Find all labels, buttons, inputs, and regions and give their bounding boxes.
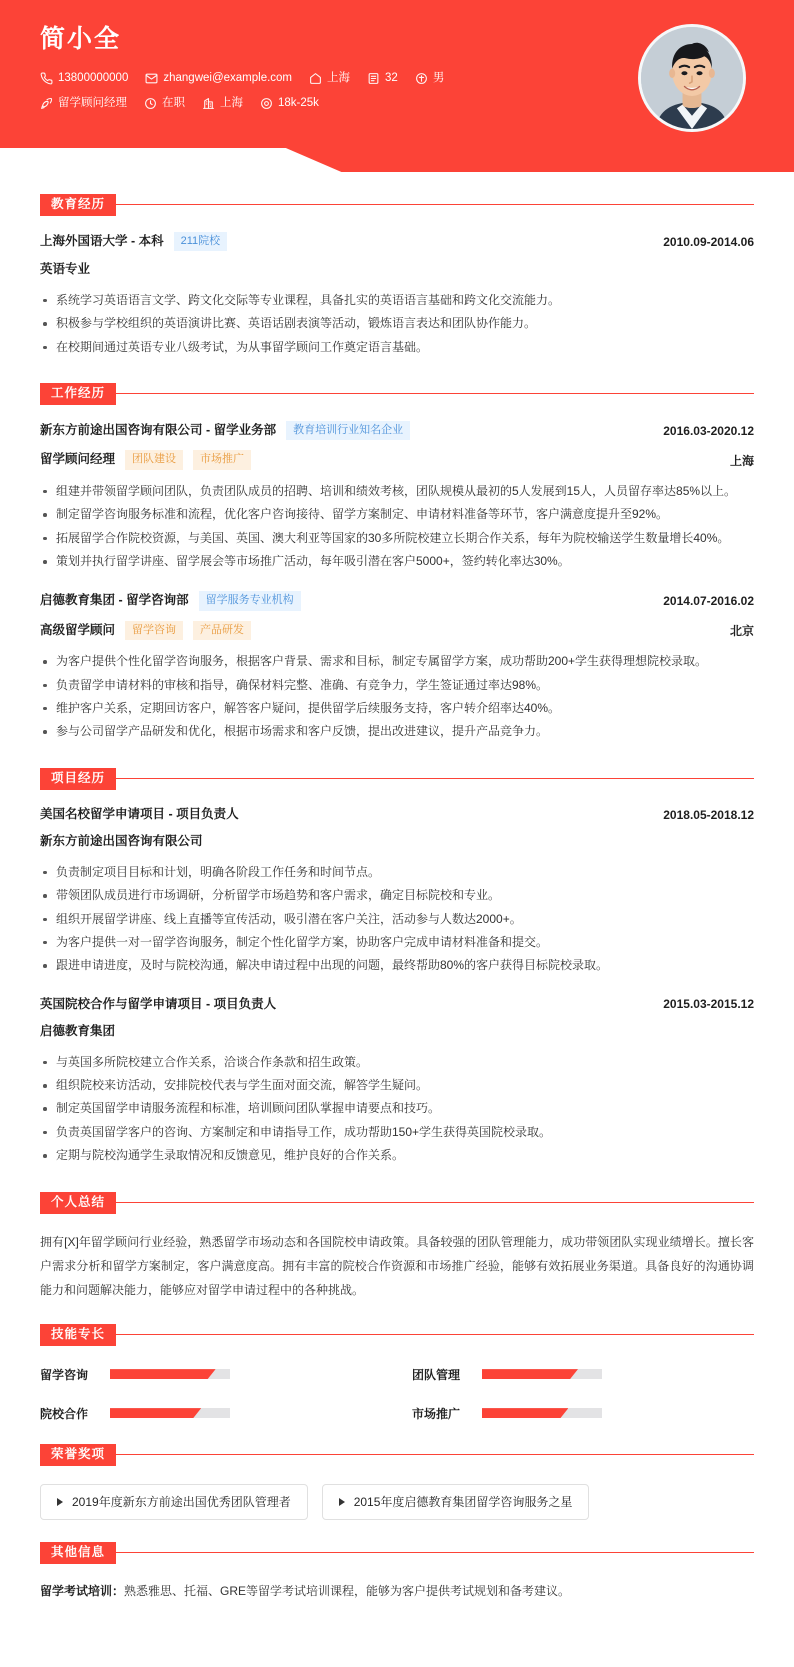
job-salary [260, 95, 319, 111]
project-date: 2018.05-2018.12 [663, 807, 754, 822]
phone-icon [40, 72, 53, 85]
section-header-projects [40, 768, 754, 790]
gender-icon [415, 72, 428, 85]
list-item: 跟进申请进度，及时与院校沟通，解决申请过程中出现的问题，最终帮助80%的客户获得目标院校录取。 [40, 954, 754, 977]
skill-item [40, 1366, 382, 1383]
skill-label: 团队管理 [412, 1367, 461, 1382]
contact-email-text: zhangwei@example.com [163, 72, 293, 84]
list-item: 为客户提供个性化留学咨询服务，根据客户背景、需求和目标，制定专属留学方案，成功帮助200+学生获得理想院校录取。 [40, 650, 754, 673]
role-tag: 产品研发 [193, 621, 251, 640]
page-title: 简小全 [40, 25, 122, 53]
skill-label: 市场推广 [412, 1406, 461, 1421]
list-item: 负责制定项目目标和计划，明确各阶段工作任务和时间节点。 [40, 861, 754, 884]
section-rule [40, 1202, 754, 1203]
skill-item [412, 1366, 754, 1383]
job-status [144, 95, 185, 111]
triangle-right-icon [339, 1498, 345, 1506]
avatar-photo [641, 27, 743, 129]
job-target-text: 留学顾问经理 [58, 97, 127, 110]
list-item: 组织开展留学讲座、线上直播等宣传活动，吸引潜在客户关注，活动参与人数达2000+。 [40, 908, 754, 931]
awards-list [40, 1482, 754, 1521]
section-rule [40, 204, 754, 205]
award-chip [322, 1484, 590, 1521]
header-diagonal-cut [0, 142, 794, 172]
role-tag: 市场推广 [193, 450, 251, 469]
entry-title-row [40, 996, 754, 1014]
contact-phone [40, 70, 128, 86]
entry-title-row [40, 806, 754, 824]
list-item: 为客户提供一对一留学咨询服务，制定个性化留学方案，协助客户完成申请材料准备和提交。 [40, 931, 754, 954]
school-tag: 211院校 [174, 232, 228, 251]
job-city [202, 95, 243, 111]
city-icon [202, 97, 215, 110]
project-company: 新东方前途出国咨询有限公司 [40, 834, 203, 849]
skill-progress-fill [110, 1369, 216, 1379]
work-date: 2014.07-2016.02 [663, 594, 754, 609]
section-education [40, 172, 754, 359]
section-header-other [40, 1542, 754, 1564]
contact-gender [415, 70, 445, 86]
triangle-right-icon [57, 1498, 63, 1506]
avatar [638, 24, 746, 132]
award-chip [40, 1484, 308, 1521]
list-item: 与英国多所院校建立合作关系，洽谈合作条款和招生政策。 [40, 1051, 754, 1074]
project-entry [40, 806, 754, 978]
list-item: 参与公司留学产品研发和优化，根据市场需求和客户反馈，提出改进建议，提升产品竞争力。 [40, 720, 754, 743]
role-tag: 团队建设 [125, 450, 183, 469]
skill-progress-fill [482, 1369, 578, 1379]
section-title-work: 工作经历 [40, 383, 116, 405]
list-item: 系统学习英语语言文学、跨文化交际等专业课程，具备扎实的英语语言基础和跨文化交流能力。 [40, 289, 754, 312]
work-location: 北京 [729, 623, 754, 638]
entry-subtitle-row [40, 833, 754, 851]
list-item: 策划并执行留学讲座、留学展会等市场推广活动，每年吸引潜在客户5000+，签约转化率达30%。 [40, 550, 754, 573]
contact-phone-text: 13800000000 [58, 72, 129, 84]
section-rule [40, 393, 754, 394]
entry-role-row [40, 621, 754, 640]
section-title-other: 其他信息 [40, 1542, 116, 1564]
company-tag: 留学服务专业机构 [199, 591, 301, 610]
award-text: 2019年度新东方前途出国优秀团队管理者 [72, 1494, 291, 1509]
project-entry [40, 996, 754, 1168]
skill-progress-track [482, 1408, 602, 1418]
education-entry [40, 232, 754, 359]
section-rule [40, 1454, 754, 1455]
work-entry [40, 421, 754, 573]
section-title-projects: 项目经历 [40, 768, 116, 790]
other-info-text: 熟悉雅思、托福、GRE等留学考试培训课程，能够为客户提供考试规划和备考建议。 [124, 1584, 571, 1599]
section-skills [40, 1302, 754, 1422]
list-item: 积极参与学校组织的英语演讲比赛、英语话剧表演等活动，锻炼语言表达和团队协作能力。 [40, 312, 754, 335]
resume-header [0, 0, 794, 172]
job-title: 留学顾问经理 [40, 452, 116, 467]
contact-age-text: 32 [385, 72, 398, 84]
section-header-awards [40, 1444, 754, 1466]
award-text: 2015年度启德教育集团留学咨询服务之星 [353, 1494, 573, 1509]
list-item: 负责英国留学客户的咨询、方案制定和申请指导工作，成功帮助150+学生获得英国院校录取。 [40, 1121, 754, 1144]
skill-progress-track [482, 1369, 602, 1379]
section-rule [40, 1334, 754, 1335]
list-item: 制定英国留学申请服务流程和标准，培训顾问团队掌握申请要点和技巧。 [40, 1097, 754, 1120]
job-city-text: 上海 [220, 97, 243, 110]
work-date: 2016.03-2020.12 [663, 423, 754, 438]
salary-icon [260, 97, 273, 110]
skill-progress-fill [110, 1408, 201, 1418]
work-entry [40, 591, 754, 743]
school-name: 上海外国语大学 - 本科 [40, 233, 164, 248]
contact-hometown-text: 上海 [327, 72, 351, 84]
project-bullets [40, 861, 754, 978]
education-date: 2010.09-2014.06 [663, 234, 754, 249]
contact-email [145, 70, 292, 86]
list-item: 维护客户关系，定期回访客户，解答客户疑问，提供留学后续服务支持，客户转介绍率达40%。 [40, 697, 754, 720]
skill-label: 留学咨询 [40, 1367, 89, 1382]
job-title: 高级留学顾问 [40, 622, 116, 637]
list-item: 在校期间通过英语专业八级考试，为从事留学顾问工作奠定语言基础。 [40, 336, 754, 359]
contact-hometown [309, 70, 350, 86]
skill-progress-track [110, 1408, 230, 1418]
entry-role-row [40, 450, 754, 469]
skill-progress-fill [482, 1408, 568, 1418]
skills-grid [40, 1362, 754, 1422]
list-item: 拓展留学合作院校资源，与美国、英国、澳大利亚等国家的30多所院校建立长期合作关系，每年为院校输送学生数量增长40%。 [40, 527, 754, 550]
section-title-awards: 荣誉奖项 [40, 1444, 116, 1466]
mail-icon [145, 72, 158, 85]
entry-title-row [40, 232, 754, 251]
list-item: 组织院校来访活动，安排院校代表与学生面对面交流，解答学生疑问。 [40, 1074, 754, 1097]
project-bullets [40, 1051, 754, 1168]
section-work [40, 361, 754, 744]
job-status-text: 在职 [162, 97, 185, 110]
section-projects [40, 746, 754, 1168]
contact-age [367, 70, 398, 86]
entry-subtitle-row [40, 1023, 754, 1041]
role-tag: 留学咨询 [125, 621, 183, 640]
list-item: 负责留学申请材料的审核和指导，确保材料完整、准确、有竞争力，学生签证通过率达98%。 [40, 674, 754, 697]
home-icon [309, 72, 322, 85]
section-title-education: 教育经历 [40, 194, 116, 216]
section-other [40, 1520, 754, 1603]
education-bullets [40, 289, 754, 359]
skill-label: 院校合作 [40, 1406, 89, 1421]
company-name: 新东方前途出国咨询有限公司 - 留学业务部 [40, 423, 277, 437]
section-awards [40, 1422, 754, 1521]
section-title-summary: 个人总结 [40, 1192, 116, 1214]
skill-item [40, 1405, 382, 1422]
entry-title-row [40, 591, 754, 610]
skill-progress-track [110, 1369, 230, 1379]
work-bullets [40, 480, 754, 574]
work-location: 上海 [729, 453, 754, 468]
status-icon [144, 97, 157, 110]
entry-title-row [40, 421, 754, 440]
summary-text: 拥有[X]年留学顾问行业经验，熟悉留学市场动态和各国院校申请政策。具备较强的团队管理能力，成功带领团队实现业绩增长。擅长客户需求分析和留学方案制定，客户满意度高。拥有丰富的院校合作资源和市场推广经验，能够有效拓展业务渠道。具备良好的沟通协调能力和问题解决能力，能够应对留学申请过程中的各种挑战。 [40, 1234, 754, 1297]
entry-subtitle-row [40, 261, 754, 279]
id-card-icon [367, 72, 380, 85]
project-name: 美国名校留学申请项目 - 项目负责人 [40, 806, 239, 821]
list-item: 组建并带领留学顾问团队，负责团队成员的招聘、培训和绩效考核，团队规模从最初的5人发展到15人，人员留存率达85%以上。 [40, 480, 754, 503]
company-name: 启德教育集团 - 留学咨询部 [40, 593, 189, 608]
section-title-skills: 技能专长 [40, 1324, 116, 1346]
resume-body [0, 172, 794, 1643]
section-rule [40, 1552, 754, 1553]
section-header-skills [40, 1324, 754, 1346]
job-target [40, 95, 127, 111]
list-item: 带领团队成员进行市场调研，分析留学市场趋势和客户需求，确定目标院校和专业。 [40, 884, 754, 907]
other-info-line [40, 1580, 754, 1603]
section-header-work [40, 383, 754, 405]
project-date: 2015.03-2015.12 [663, 997, 754, 1012]
section-header-summary [40, 1192, 754, 1214]
major-name: 英语专业 [40, 262, 91, 277]
contact-gender-text: 男 [432, 72, 445, 84]
section-summary [40, 1170, 754, 1302]
work-bullets [40, 650, 754, 744]
rocket-icon [40, 97, 53, 110]
project-name: 英国院校合作与留学申请项目 - 项目负责人 [40, 996, 277, 1011]
section-rule [40, 778, 754, 779]
other-info-label: 留学考试培训： [40, 1584, 125, 1599]
project-company: 启德教育集团 [40, 1024, 116, 1039]
section-header-education [40, 194, 754, 216]
list-item: 定期与院校沟通学生录取情况和反馈意见，维护良好的合作关系。 [40, 1144, 754, 1167]
skill-item [412, 1405, 754, 1422]
list-item: 制定留学咨询服务标准和流程，优化客户咨询接待、留学方案制定、申请材料准备等环节，客户满意度提升至92%。 [40, 503, 754, 526]
job-salary-text: 18k-25k [278, 97, 319, 110]
company-tag: 教育培训行业知名企业 [286, 421, 410, 440]
